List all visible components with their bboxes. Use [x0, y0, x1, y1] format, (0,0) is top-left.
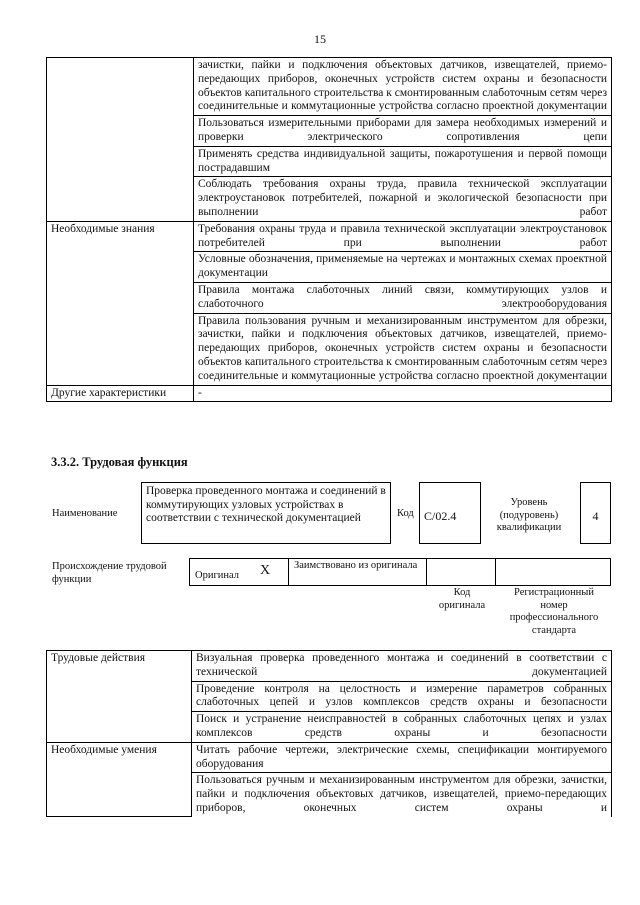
row-label-skills: Необходимые умения [47, 742, 192, 816]
origin-label: Происхождение трудовой функции [52, 561, 167, 585]
origin-cell-code [426, 558, 496, 586]
table-cell: Требования охраны труда и правила технической эксплуатации электроустановок потребителей при выполнении работ [194, 221, 612, 252]
function-name-box [141, 482, 391, 544]
code-value: С/02.4 [424, 509, 457, 523]
code-caption: Код оригинала [438, 587, 486, 611]
table-cell: - [194, 385, 612, 402]
table-cell: Применять средства индивидуальной защиты, пожаротушения и первой помощи пострадавшим [194, 146, 612, 177]
function-name: Проверка проведенного монтажа и соединений в коммутирующих узловых устройствах в соответствии с технической документацией [146, 485, 386, 525]
row-label [47, 58, 194, 222]
level-box [580, 482, 611, 544]
page-number: 15 [314, 32, 326, 46]
code-label: Код [397, 508, 414, 519]
borrowed-label: Заимствовано из оригинала [294, 560, 418, 571]
table-cell: Поиск и устранение неисправностей в собранных слаботочных цепях и узлах комплексов средств охраны и безопасности [192, 712, 612, 743]
origin-cell-original [189, 558, 289, 586]
section-heading: 3.3.2. Трудовая функция [51, 455, 188, 469]
code-box [419, 482, 481, 544]
table-cell: Правила монтажа слаботочных линий связи, коммутирующих узлов и слаботочного электрооборудования [194, 282, 612, 313]
reg-caption: Регистрационный номер профессионального стандарта [509, 587, 599, 636]
level-value: 4 [592, 509, 599, 523]
origin-cell-reg [495, 558, 611, 586]
row-label-actions: Трудовые действия [47, 651, 192, 743]
skills-knowledge-table [46, 57, 612, 402]
table-cell: Проведение контроля на целостность и измерение параметров собранных слаботочных цепей и узлов комплексов средств охраны и безопасности [192, 681, 612, 712]
actions-skills-table [46, 650, 612, 817]
table-cell: Соблюдать требования охраны труда, правила технической эксплуатации электроустановок потребителей, пожарной и экологической безопасности при выполнении работ [194, 177, 612, 221]
table-cell: зачистки, пайки и подключения объектовых датчиков, извещателей, приемо-передающих приборов, оконечных устройств систем охраны и безопасности объектов капитального строительства к смонтированным слаботочным сетям через соединительные и коммутационные устройства согласно проектной документации [194, 58, 612, 116]
row-label-knowledge: Необходимые знания [47, 221, 194, 385]
table-cell: Пользоваться ручным и механизированным инструментом для обрезки, зачистки, пайки и подключения объектовых датчиков, извещателей, приемо-передающих приборов, оконечных систем охраны и [192, 773, 612, 817]
table-cell: Визуальная проверка проведенного монтажа и соединений в соответствии с технической документацией [192, 651, 612, 682]
table-cell: Читать рабочие чертежи, электрические схемы, спецификации монтируемого оборудования [192, 742, 612, 773]
origin-cell-borrowed [288, 558, 427, 586]
level-label: Уровень (подуровень) квалификации [496, 497, 562, 533]
original-label: Оригинал [195, 570, 239, 581]
row-label-other: Другие характеристики [47, 385, 194, 402]
table-cell: Правила пользования ручным и механизированным инструментом для обрезки, зачистки, пайки и подключения объектовых датчиков, извещателей, приемо-передающих приборов, оконечных устройств систем охраны и безопасности объектов капитального строительства к смонтированным слаботочным сетям через соединительные и коммутационные устройства согласно проектной документации [194, 313, 612, 385]
original-mark: X [260, 563, 271, 578]
name-label: Наименование [52, 508, 118, 519]
table-cell: Условные обозначения, применяемые на чертежах и монтажных схемах проектной документации [194, 252, 612, 283]
table-cell: Пользоваться измерительными приборами для замера необходимых измерений и проверки электрического сопротивления цепи [194, 116, 612, 147]
